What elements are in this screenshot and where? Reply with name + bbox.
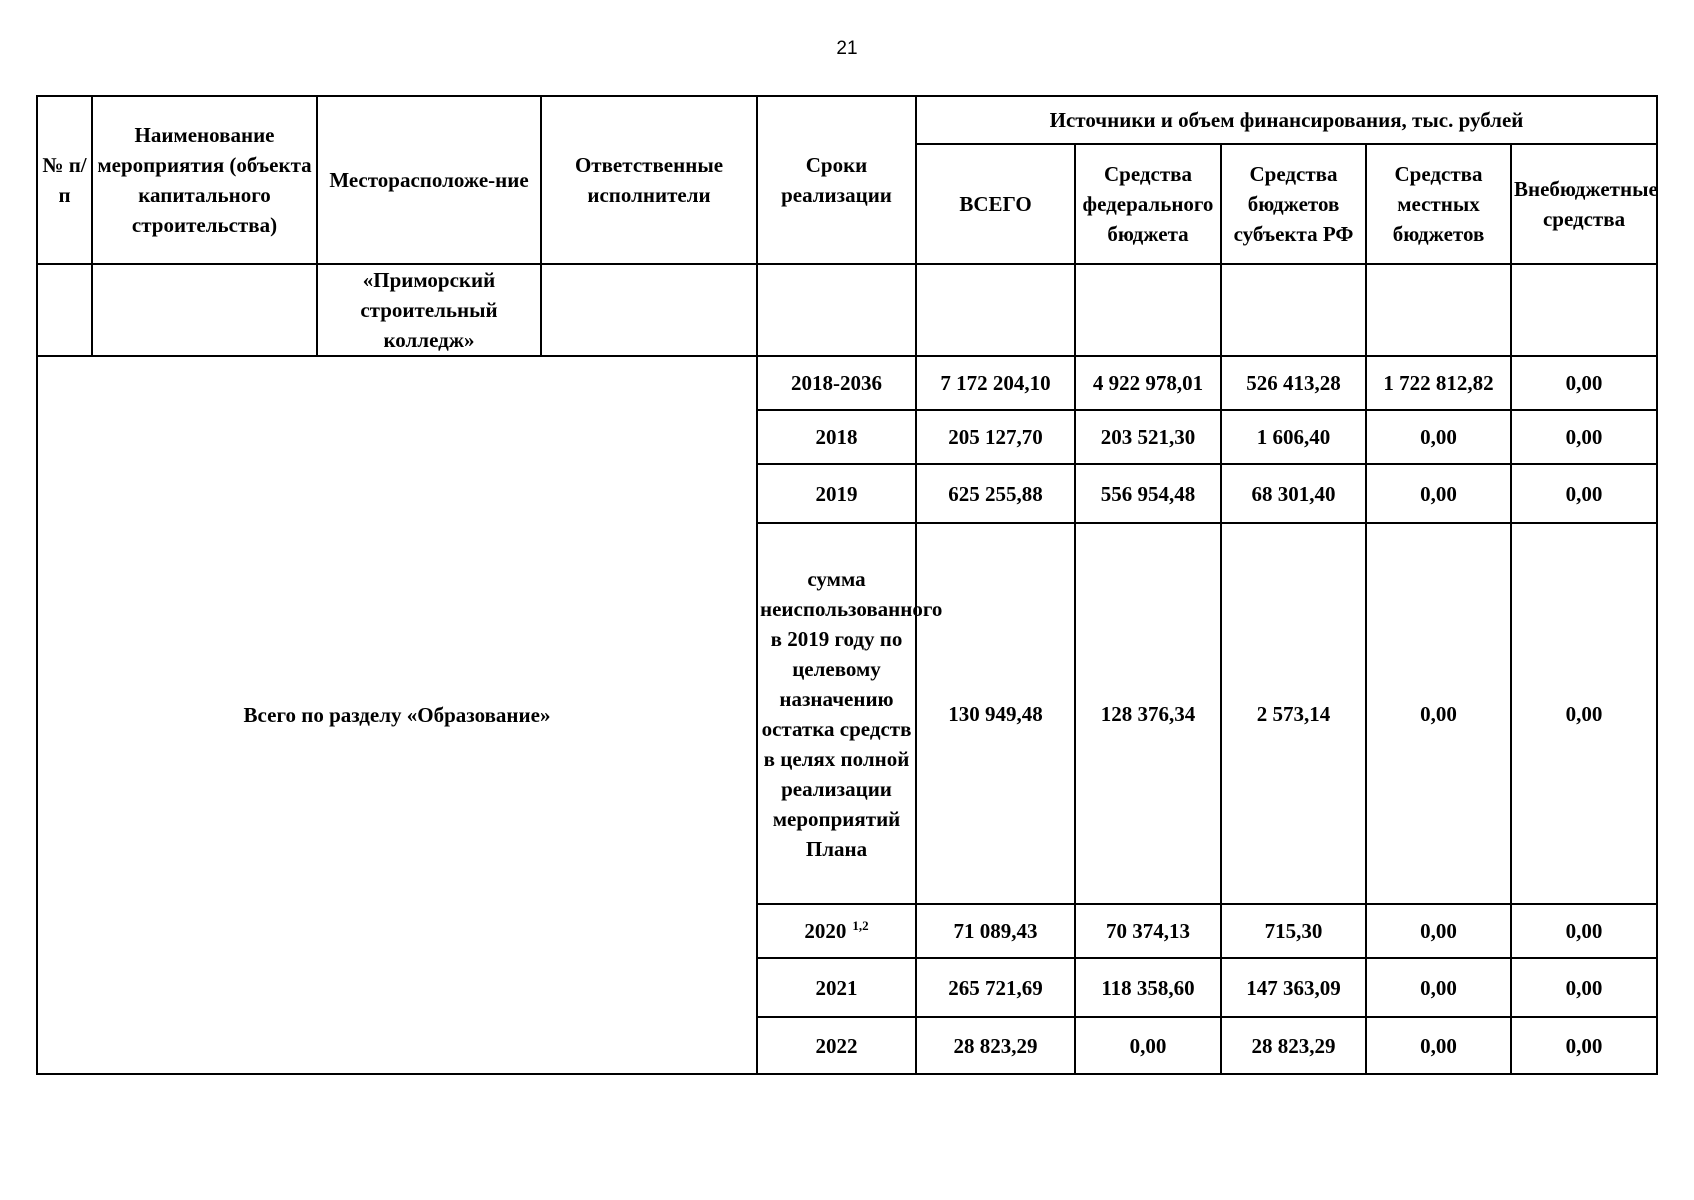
extra-cell: 0,00 (1511, 356, 1657, 410)
header-subject: Средства бюджетов субъекта РФ (1221, 144, 1366, 264)
federal-cell: 556 954,48 (1075, 464, 1221, 523)
total-cell: 130 949,48 (916, 523, 1075, 904)
local-cell: 1 722 812,82 (1366, 356, 1511, 410)
federal-cell: 203 521,30 (1075, 410, 1221, 464)
subject-cell: 526 413,28 (1221, 356, 1366, 410)
period-cell: сумма неиспользованного в 2019 году по целевому назначению остатка средств в целях полной реализации мероприятий Плана (757, 523, 916, 904)
federal-cell: 0,00 (1075, 1017, 1221, 1074)
total-cell: 28 823,29 (916, 1017, 1075, 1074)
local-cell: 0,00 (1366, 464, 1511, 523)
cont-name (92, 264, 317, 356)
local-cell: 0,00 (1366, 958, 1511, 1017)
cont-location: «Приморский строительный колледж» (317, 264, 541, 356)
cont-federal (1075, 264, 1221, 356)
total-cell: 7 172 204,10 (916, 356, 1075, 410)
period-value: 2020 (804, 919, 847, 943)
subject-cell: 28 823,29 (1221, 1017, 1366, 1074)
continuation-row (37, 264, 1657, 356)
period-cell: 2019 (757, 464, 916, 523)
cont-total (916, 264, 1075, 356)
federal-cell: 118 358,60 (1075, 958, 1221, 1017)
period-cell: 2018 (757, 410, 916, 464)
local-cell: 0,00 (1366, 523, 1511, 904)
header-row-1 (37, 96, 1657, 144)
federal-cell: 128 376,34 (1075, 523, 1221, 904)
period-cell: 2021 (757, 958, 916, 1017)
subject-cell: 1 606,40 (1221, 410, 1366, 464)
cont-responsible (541, 264, 757, 356)
period-cell: 2022 (757, 1017, 916, 1074)
financing-table (36, 95, 1658, 1075)
cont-local (1366, 264, 1511, 356)
header-num: № п/п (37, 96, 92, 264)
subject-cell: 715,30 (1221, 904, 1366, 958)
page-number: 21 (836, 38, 858, 59)
total-cell: 205 127,70 (916, 410, 1075, 464)
period-cell (757, 904, 916, 958)
period-cell: 2018-2036 (757, 356, 916, 410)
header-name: Наименование мероприятия (объекта капитального строительства) (92, 96, 317, 264)
header-federal: Средства федерального бюджета (1075, 144, 1221, 264)
extra-cell: 0,00 (1511, 464, 1657, 523)
total-cell: 625 255,88 (916, 464, 1075, 523)
cont-num (37, 264, 92, 356)
federal-cell: 70 374,13 (1075, 904, 1221, 958)
header-total: ВСЕГО (916, 144, 1075, 264)
header-extra: Внебюджетные средства (1511, 144, 1657, 264)
local-cell: 0,00 (1366, 904, 1511, 958)
cont-period (757, 264, 916, 356)
total-cell: 71 089,43 (916, 904, 1075, 958)
table-row (37, 356, 1657, 410)
extra-cell: 0,00 (1511, 523, 1657, 904)
header-sources-group: Источники и объем финансирования, тыс. рублей (916, 96, 1657, 144)
extra-cell: 0,00 (1511, 1017, 1657, 1074)
cont-extra (1511, 264, 1657, 356)
federal-cell: 4 922 978,01 (1075, 356, 1221, 410)
extra-cell: 0,00 (1511, 958, 1657, 1017)
section-total-label: Всего по разделу «Образование» (37, 356, 757, 1074)
header-location: Месторасположе-ние (317, 96, 541, 264)
extra-cell: 0,00 (1511, 410, 1657, 464)
header-responsible: Ответственные исполнители (541, 96, 757, 264)
extra-cell: 0,00 (1511, 904, 1657, 958)
cont-subject (1221, 264, 1366, 356)
local-cell: 0,00 (1366, 410, 1511, 464)
local-cell: 0,00 (1366, 1017, 1511, 1074)
footnote-marker: 1,2 (852, 918, 869, 933)
subject-cell: 147 363,09 (1221, 958, 1366, 1017)
subject-cell: 2 573,14 (1221, 523, 1366, 904)
subject-cell: 68 301,40 (1221, 464, 1366, 523)
header-local: Средства местных бюджетов (1366, 144, 1511, 264)
header-period: Сроки реализации (757, 96, 916, 264)
total-cell: 265 721,69 (916, 958, 1075, 1017)
